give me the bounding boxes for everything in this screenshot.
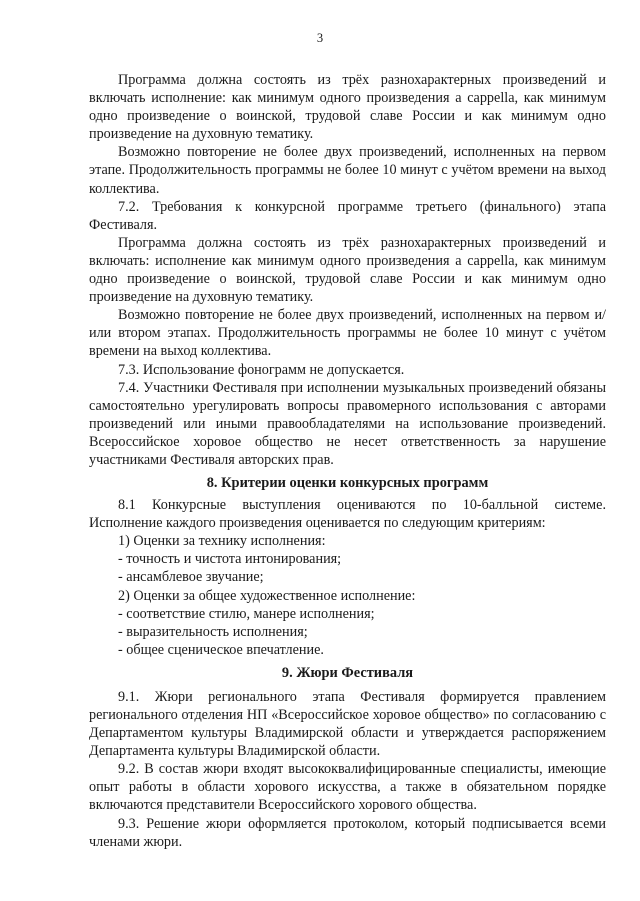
paragraph: 7.3. Использование фонограмм не допускается. [118,361,405,378]
criteria-item: 2) Оценки за общее художественное исполнение: [118,587,416,604]
criteria-item: - выразительность исполнения; [118,623,308,640]
paragraph: 9.2. В состав жюри входят высококвалифицированные специалисты, имеющие опыт работы в области хорового искусства, а также в обязательном порядке включаются представители Всероссийского хорового общества. [89,761,606,814]
criteria-item: 1) Оценки за технику исполнения: [118,533,326,550]
paragraph: 9.3. Решение жюри оформляется протоколом, который подписывается всеми членами жюри. [89,815,606,850]
document-body [89,71,606,851]
paragraph: Программа должна состоять из трёх разнохарактерных произведений и включать: исполнение как минимум одного произведения a cappella, как минимум одно произведение о воинской, трудовой славе России и как минимум одно произведение на духовную тематику. [89,234,606,306]
paragraph: 8.1 Конкурсные выступления оцениваются по 10-балльной системе. Исполнение каждого произведения оценивается по следующим критериям: [89,497,606,532]
criteria-item: - общее сценическое впечатление. [118,641,324,658]
paragraph: Возможно повторение не более двух произведений, исполненных на первом этапе. Продолжительность программы не более 10 минут с учётом времени на выход коллектива. [89,144,606,197]
paragraph: Программа должна состоять из трёх разнохарактерных произведений и включать исполнение: как минимум одного произведения a cappella, как минимум одно произведение о воинской, трудовой славе России и как минимум одно произведение на духовную тематику. [89,72,606,143]
paragraph: 9.1. Жюри регионального этапа Фестиваля формируется правлением регионального отделения НП «Всероссийское хоровое общество» по согласованию с Департаментом культуры Владимирской области и утверждается распоряжением Департамента культуры Владимирской области. [89,688,606,760]
paragraph: 7.2. Требования к конкурсной программе третьего (финального) этапа Фестиваля. [89,198,606,233]
paragraph: 7.4. Участники Фестиваля при исполнении музыкальных произведений обязаны самостоятельно урегулировать вопросы правомерного использования с авторами произведений или иными правообладателями на использование произведений. Всероссийское хоровое общество не несет ответственность за нарушение участниками Фестиваля авторских прав. [89,379,606,468]
criteria-item: - точность и чистота интонирования; [118,551,342,568]
paragraph: Возможно повторение не более двух произведений, исполненных на первом и/или втором этапах. Продолжительность программы не более 10 минут с учётом времени на выход коллектива. [89,307,606,360]
page-number: 3 [316,31,324,45]
criteria-item: - ансамблевое звучание; [118,569,264,586]
section-heading-criteria: 8. Критерии оценки конкурсных программ [206,475,489,492]
section-heading-jury: 9. Жюри Фестиваля [281,664,414,681]
criteria-item: - соответствие стилю, манере исполнения; [118,605,375,622]
